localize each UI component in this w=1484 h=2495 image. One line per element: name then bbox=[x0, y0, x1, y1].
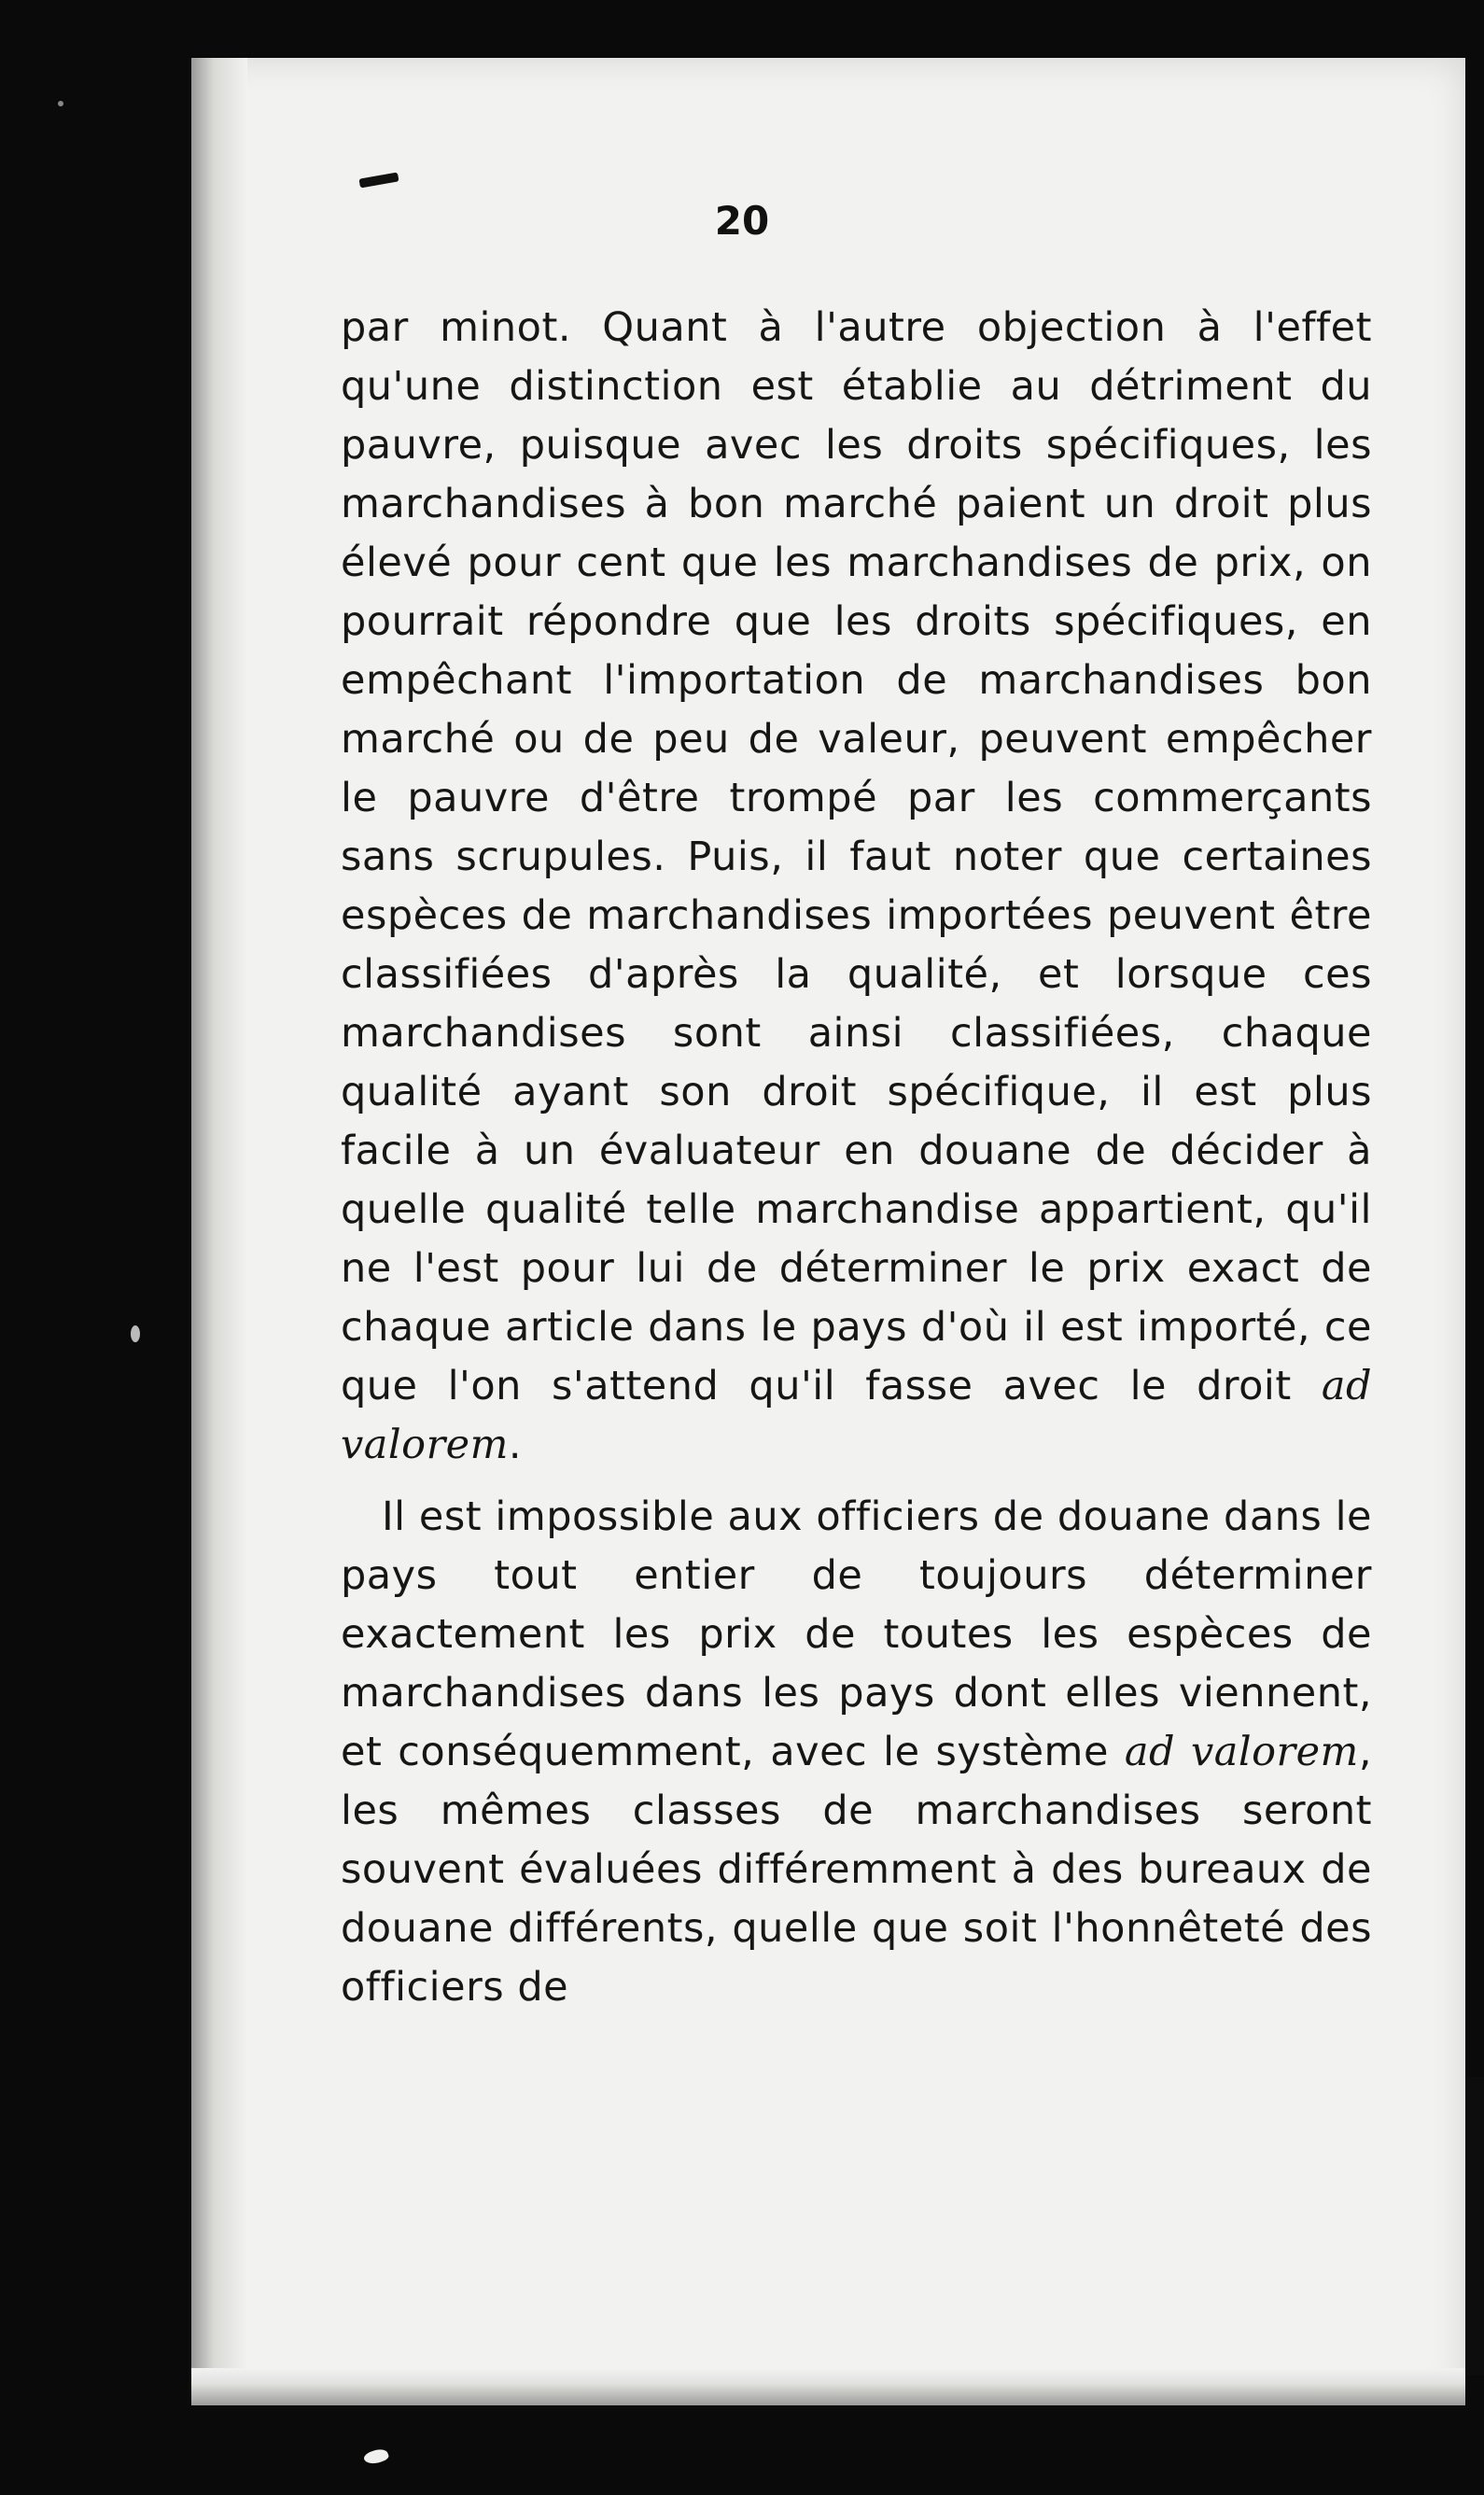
page-bottom-edge bbox=[191, 2368, 1465, 2405]
scan-speck bbox=[58, 101, 63, 106]
paragraph-1 bbox=[341, 299, 1372, 1475]
scan-speck bbox=[131, 1325, 140, 1342]
paragraph-1-end: . bbox=[508, 1422, 523, 1468]
paragraph-1-text: par minot. Quant à l'autre objection à l'effet qu'une distinction est établie au détriment du pauvre, puisque avec les droits spécifiques, les marchandises à bon marché paient un droit plus élevé pour cent que les marchandises de prix, on pourrait répondre que les droits spécifiques, en empêchant l'importation de marchandises bon marché ou de peu de valeur, peuvent empêcher le pauvre d'être trompé par les commerçants sans scrupules. Puis, il faut noter que certaines espèces de marchandises importées peuvent être classifiées d'après la qualité, et lorsque ces marchandises sont ainsi classifiées, chaque qualité ayant son droit spécifique, il est plus facile à un évaluateur en douane de décider à quelle qualité telle marchandise appartient, qu'il ne l'est pour lui de déterminer le prix exact de chaque article dans le pays d'où il est importé, ce que l'on s'attend qu'il fasse avec le droit bbox=[341, 304, 1372, 1409]
scan-edge-tab bbox=[1467, 2077, 1484, 2376]
scan-speck bbox=[362, 2446, 389, 2467]
page-binding-edge bbox=[191, 58, 247, 2405]
paragraph-2 bbox=[341, 1488, 1372, 2017]
paragraph-1-italic-term: ad valorem bbox=[341, 1363, 1372, 1468]
page-number: 20 bbox=[714, 198, 770, 244]
body-text bbox=[341, 299, 1372, 2017]
paragraph-2-end: , les mêmes classes de marchandises seront souvent évaluées différemment à des bureaux de douane différents, quelle que soit l'honnêteté des officiers de bbox=[341, 1729, 1372, 2011]
paragraph-2-text: Il est impossible aux officiers de douane dans le pays tout entier de toujours déterminer exactement les prix de toutes les espèces de marchandises dans les pays dont elles viennent, et conséquemment, avec le système bbox=[341, 1493, 1372, 1775]
paragraph-2-italic-term: ad valorem bbox=[1124, 1729, 1359, 1775]
